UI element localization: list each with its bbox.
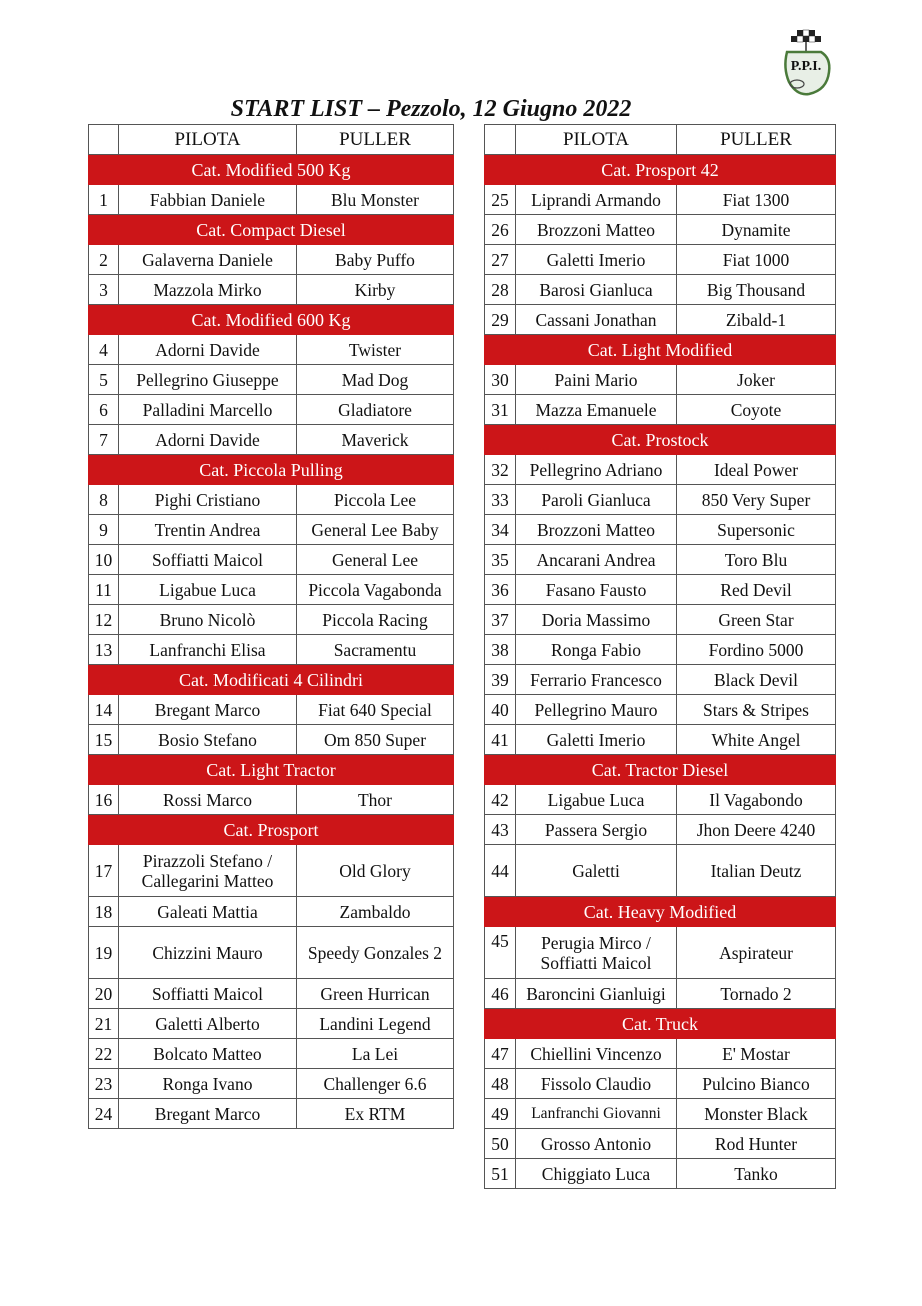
table-row — [485, 395, 836, 425]
entry-pilota: Cassani Jonathan — [516, 305, 677, 335]
entry-pilota: Brozzoni Matteo — [516, 515, 677, 545]
table-row — [485, 979, 836, 1009]
category-label: Cat. Modified 500 Kg — [89, 155, 454, 185]
table-header-row — [485, 125, 836, 155]
entry-puller: Fiat 640 Special — [297, 695, 454, 725]
entry-number: 14 — [89, 695, 119, 725]
entry-number: 43 — [485, 815, 516, 845]
entry-puller: Toro Blu — [677, 545, 836, 575]
entry-number: 40 — [485, 695, 516, 725]
entry-puller: Piccola Lee — [297, 485, 454, 515]
table-row — [89, 545, 454, 575]
entry-puller: Dynamite — [677, 215, 836, 245]
entry-pilota: Galetti Imerio — [516, 725, 677, 755]
entry-number: 29 — [485, 305, 516, 335]
table-row — [485, 635, 836, 665]
entry-number: 30 — [485, 365, 516, 395]
table-row — [89, 335, 454, 365]
table-row — [89, 575, 454, 605]
table-row — [485, 927, 836, 979]
category-label: Cat. Heavy Modified — [485, 897, 836, 927]
entry-puller: Supersonic — [677, 515, 836, 545]
category-label: Cat. Light Modified — [485, 335, 836, 365]
entry-puller: General Lee — [297, 545, 454, 575]
entry-puller: Sacramentu — [297, 635, 454, 665]
entry-number: 11 — [89, 575, 119, 605]
entry-pilota: Lanfranchi Giovanni — [516, 1099, 677, 1129]
category-row — [89, 155, 454, 185]
table-row — [89, 275, 454, 305]
entry-number: 20 — [89, 979, 119, 1009]
entry-number: 13 — [89, 635, 119, 665]
entry-pilota: Ronga Ivano — [119, 1069, 297, 1099]
entry-puller: Landini Legend — [297, 1009, 454, 1039]
entry-number: 8 — [89, 485, 119, 515]
table-row — [485, 245, 836, 275]
category-row — [485, 425, 836, 455]
entry-number: 25 — [485, 185, 516, 215]
table-row — [485, 215, 836, 245]
entry-puller: Tanko — [677, 1159, 836, 1189]
table-row — [89, 1069, 454, 1099]
header-puller: PULLER — [677, 125, 836, 155]
entry-puller: Tornado 2 — [677, 979, 836, 1009]
start-list-table-left — [88, 124, 454, 1129]
header-puller: PULLER — [297, 125, 454, 155]
entry-number: 5 — [89, 365, 119, 395]
entry-pilota: Mazzola Mirko — [119, 275, 297, 305]
entry-pilota: Galetti Alberto — [119, 1009, 297, 1039]
entry-puller: Big Thousand — [677, 275, 836, 305]
header-number-cell — [89, 125, 119, 155]
category-row — [89, 665, 454, 695]
category-label: Cat. Prostock — [485, 425, 836, 455]
entry-pilota: Adorni Davide — [119, 425, 297, 455]
entry-number: 10 — [89, 545, 119, 575]
table-row — [485, 815, 836, 845]
category-label: Cat. Tractor Diesel — [485, 755, 836, 785]
entry-puller: Green Hurrican — [297, 979, 454, 1009]
entry-pilota: Brozzoni Matteo — [516, 215, 677, 245]
entry-number: 16 — [89, 785, 119, 815]
entry-pilota: Chiggiato Luca — [516, 1159, 677, 1189]
entry-puller: Fiat 1300 — [677, 185, 836, 215]
category-row — [89, 815, 454, 845]
entry-pilota: Ferrario Francesco — [516, 665, 677, 695]
entry-pilota: Pellegrino Adriano — [516, 455, 677, 485]
entry-pilota: Liprandi Armando — [516, 185, 677, 215]
entry-number: 35 — [485, 545, 516, 575]
entry-pilota: Perugia Mirco / Soffiatti Maicol — [516, 927, 677, 979]
entry-pilota: Passera Sergio — [516, 815, 677, 845]
table-row — [89, 245, 454, 275]
category-label: Cat. Prosport — [89, 815, 454, 845]
entry-number: 37 — [485, 605, 516, 635]
table-row — [485, 1129, 836, 1159]
entry-pilota: Ronga Fabio — [516, 635, 677, 665]
category-label: Cat. Compact Diesel — [89, 215, 454, 245]
entry-number: 9 — [89, 515, 119, 545]
table-row — [485, 1069, 836, 1099]
table-row — [485, 185, 836, 215]
entry-number: 21 — [89, 1009, 119, 1039]
entry-pilota: Bruno Nicolò — [119, 605, 297, 635]
table-row — [485, 275, 836, 305]
table-row — [89, 845, 454, 897]
table-row — [485, 845, 836, 897]
entry-number: 49 — [485, 1099, 516, 1129]
table-row — [89, 605, 454, 635]
entry-puller: Aspirateur — [677, 927, 836, 979]
entry-pilota: Pighi Cristiano — [119, 485, 297, 515]
entry-pilota: Palladini Marcello — [119, 395, 297, 425]
entry-puller: Black Devil — [677, 665, 836, 695]
entry-number: 41 — [485, 725, 516, 755]
entry-number: 24 — [89, 1099, 119, 1129]
category-row — [485, 1009, 836, 1039]
table-row — [89, 515, 454, 545]
entry-pilota: Doria Massimo — [516, 605, 677, 635]
entry-pilota: Paini Mario — [516, 365, 677, 395]
entry-puller: Fiat 1000 — [677, 245, 836, 275]
entry-puller: Mad Dog — [297, 365, 454, 395]
table-row — [89, 927, 454, 979]
category-row — [485, 755, 836, 785]
table-row — [89, 635, 454, 665]
entry-pilota: Galetti — [516, 845, 677, 897]
entry-puller: Green Star — [677, 605, 836, 635]
entry-number: 3 — [89, 275, 119, 305]
entry-pilota: Soffiatti Maicol — [119, 979, 297, 1009]
entry-puller: Blu Monster — [297, 185, 454, 215]
entry-pilota: Grosso Antonio — [516, 1129, 677, 1159]
entry-pilota: Bregant Marco — [119, 1099, 297, 1129]
table-row — [485, 1159, 836, 1189]
entry-puller: Pulcino Bianco — [677, 1069, 836, 1099]
entry-puller: Il Vagabondo — [677, 785, 836, 815]
entry-number: 45 — [485, 927, 516, 979]
entry-number: 51 — [485, 1159, 516, 1189]
header-number-cell — [485, 125, 516, 155]
entry-pilota: Chiellini Vincenzo — [516, 1039, 677, 1069]
entry-pilota: Barosi Gianluca — [516, 275, 677, 305]
entry-pilota: Lanfranchi Elisa — [119, 635, 297, 665]
page-title: START LIST – Pezzolo, 12 Giugno 2022 — [230, 96, 632, 122]
entry-number: 44 — [485, 845, 516, 897]
table-row — [89, 365, 454, 395]
entry-puller: La Lei — [297, 1039, 454, 1069]
table-row — [485, 695, 836, 725]
entry-puller: Zambaldo — [297, 897, 454, 927]
entry-number: 38 — [485, 635, 516, 665]
table-row — [89, 785, 454, 815]
entry-puller: Ex RTM — [297, 1099, 454, 1129]
entry-number: 39 — [485, 665, 516, 695]
category-label: Cat. Modified 600 Kg — [89, 305, 454, 335]
entry-number: 19 — [89, 927, 119, 979]
entry-pilota: Pirazzoli Stefano / Callegarini Matteo — [119, 845, 297, 897]
entry-puller: Jhon Deere 4240 — [677, 815, 836, 845]
entry-pilota: Bregant Marco — [119, 695, 297, 725]
entry-puller: Rod Hunter — [677, 1129, 836, 1159]
table-row — [485, 545, 836, 575]
table-row — [89, 395, 454, 425]
entry-number: 33 — [485, 485, 516, 515]
table-row — [485, 455, 836, 485]
header-pilota: PILOTA — [516, 125, 677, 155]
entry-number: 46 — [485, 979, 516, 1009]
category-row — [89, 305, 454, 335]
entry-puller: Ideal Power — [677, 455, 836, 485]
entry-pilota: Paroli Gianluca — [516, 485, 677, 515]
entry-pilota: Baroncini Gianluigi — [516, 979, 677, 1009]
table-row — [485, 485, 836, 515]
entry-pilota: Fabbian Daniele — [119, 185, 297, 215]
table-row — [485, 515, 836, 545]
header-pilota: PILOTA — [119, 125, 297, 155]
entry-number: 6 — [89, 395, 119, 425]
entry-pilota: Pellegrino Mauro — [516, 695, 677, 725]
entry-pilota: Chizzini Mauro — [119, 927, 297, 979]
entry-pilota: Ligabue Luca — [119, 575, 297, 605]
category-row — [485, 897, 836, 927]
category-row — [89, 455, 454, 485]
entry-puller: Maverick — [297, 425, 454, 455]
entry-puller: 850 Very Super — [677, 485, 836, 515]
category-row — [89, 215, 454, 245]
table-row — [89, 425, 454, 455]
entry-number: 17 — [89, 845, 119, 897]
category-label: Cat. Truck — [485, 1009, 836, 1039]
table-row — [485, 785, 836, 815]
entry-number: 18 — [89, 897, 119, 927]
entry-number: 36 — [485, 575, 516, 605]
entry-puller: Zibald-1 — [677, 305, 836, 335]
table-header-row — [89, 125, 454, 155]
entry-pilota: Fissolo Claudio — [516, 1069, 677, 1099]
entry-puller: Kirby — [297, 275, 454, 305]
entry-puller: General Lee Baby — [297, 515, 454, 545]
entry-pilota: Ancarani Andrea — [516, 545, 677, 575]
table-row — [485, 305, 836, 335]
category-label: Cat. Piccola Pulling — [89, 455, 454, 485]
entry-puller: Baby Puffo — [297, 245, 454, 275]
entry-puller: Piccola Racing — [297, 605, 454, 635]
start-list-table-right — [484, 124, 836, 1189]
table-row — [485, 365, 836, 395]
ppi-logo — [775, 28, 837, 100]
entry-puller: Stars & Stripes — [677, 695, 836, 725]
table-row — [485, 605, 836, 635]
table-row — [485, 1039, 836, 1069]
entry-puller: E' Mostar — [677, 1039, 836, 1069]
table-row — [89, 979, 454, 1009]
entry-pilota: Fasano Fausto — [516, 575, 677, 605]
entry-number: 1 — [89, 185, 119, 215]
entry-number: 22 — [89, 1039, 119, 1069]
entry-number: 26 — [485, 215, 516, 245]
entry-number: 7 — [89, 425, 119, 455]
tractor-pulling-logo-icon — [775, 28, 837, 100]
entry-puller: Thor — [297, 785, 454, 815]
category-label: Cat. Prosport 42 — [485, 155, 836, 185]
entry-number: 47 — [485, 1039, 516, 1069]
entry-puller: Italian Deutz — [677, 845, 836, 897]
entry-puller: White Angel — [677, 725, 836, 755]
entry-number: 28 — [485, 275, 516, 305]
entry-number: 4 — [89, 335, 119, 365]
entry-number: 12 — [89, 605, 119, 635]
entry-number: 32 — [485, 455, 516, 485]
entry-puller: Monster Black — [677, 1099, 836, 1129]
table-row — [89, 485, 454, 515]
entry-pilota: Galaverna Daniele — [119, 245, 297, 275]
entry-puller: Om 850 Super — [297, 725, 454, 755]
entry-puller: Piccola Vagabonda — [297, 575, 454, 605]
entry-pilota: Adorni Davide — [119, 335, 297, 365]
entry-pilota: Galeati Mattia — [119, 897, 297, 927]
table-row — [89, 897, 454, 927]
entry-number: 15 — [89, 725, 119, 755]
entry-puller: Speedy Gonzales 2 — [297, 927, 454, 979]
entry-number: 48 — [485, 1069, 516, 1099]
entry-number: 31 — [485, 395, 516, 425]
entry-puller: Coyote — [677, 395, 836, 425]
entry-puller: Twister — [297, 335, 454, 365]
entry-number: 27 — [485, 245, 516, 275]
entry-number: 42 — [485, 785, 516, 815]
entry-puller: Red Devil — [677, 575, 836, 605]
entry-puller: Gladiatore — [297, 395, 454, 425]
table-row — [89, 1039, 454, 1069]
category-row — [89, 755, 454, 785]
entry-puller: Joker — [677, 365, 836, 395]
category-label: Cat. Modificati 4 Cilindri — [89, 665, 454, 695]
table-row — [89, 185, 454, 215]
entry-number: 2 — [89, 245, 119, 275]
table-row — [485, 665, 836, 695]
entry-pilota: Bosio Stefano — [119, 725, 297, 755]
table-row — [485, 1099, 836, 1129]
entry-pilota: Ligabue Luca — [516, 785, 677, 815]
entry-number: 23 — [89, 1069, 119, 1099]
table-row — [89, 695, 454, 725]
entry-pilota: Bolcato Matteo — [119, 1039, 297, 1069]
table-row — [89, 725, 454, 755]
table-row — [89, 1009, 454, 1039]
entry-number: 50 — [485, 1129, 516, 1159]
entry-pilota: Soffiatti Maicol — [119, 545, 297, 575]
entry-pilota: Trentin Andrea — [119, 515, 297, 545]
entry-pilota: Mazza Emanuele — [516, 395, 677, 425]
entry-puller: Fordino 5000 — [677, 635, 836, 665]
table-row — [485, 725, 836, 755]
entry-pilota: Galetti Imerio — [516, 245, 677, 275]
entry-pilota: Rossi Marco — [119, 785, 297, 815]
category-row — [485, 335, 836, 365]
table-row — [485, 575, 836, 605]
category-row — [485, 155, 836, 185]
table-row — [89, 1099, 454, 1129]
category-label: Cat. Light Tractor — [89, 755, 454, 785]
svg-text:P.P.I.: P.P.I. — [790, 59, 822, 74]
entry-number: 34 — [485, 515, 516, 545]
entry-puller: Challenger 6.6 — [297, 1069, 454, 1099]
entry-pilota: Pellegrino Giuseppe — [119, 365, 297, 395]
entry-puller: Old Glory — [297, 845, 454, 897]
